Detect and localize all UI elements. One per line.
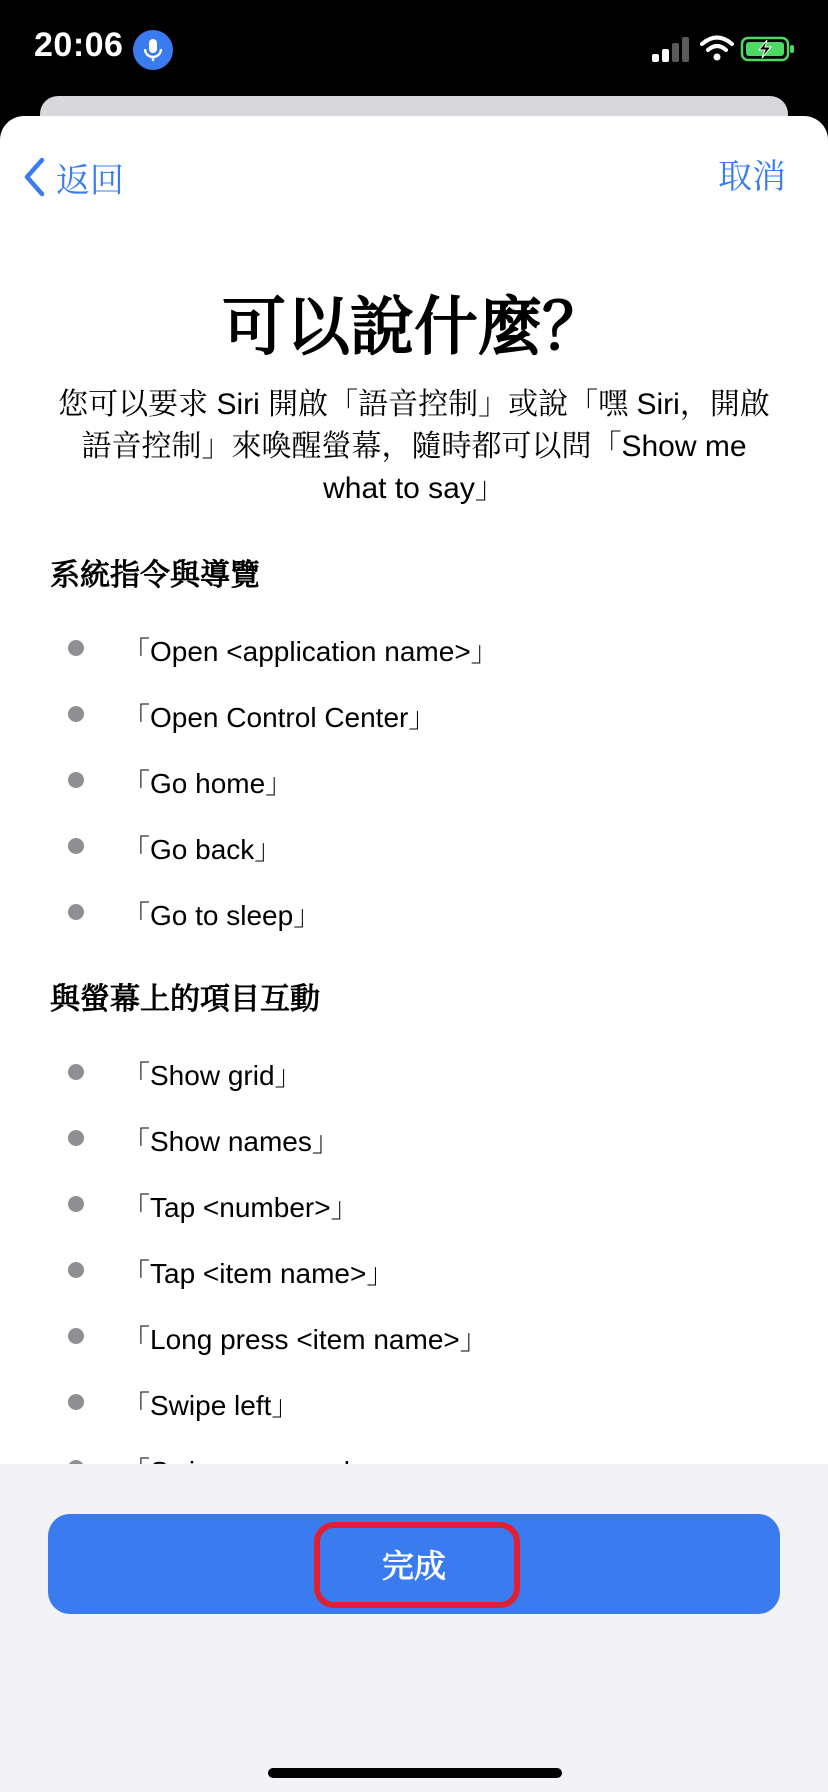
status-time: 20:06: [34, 26, 124, 64]
battery-charging-icon: [740, 34, 796, 64]
bullet-icon: [68, 1262, 84, 1278]
bullet-icon: [68, 838, 84, 854]
command-text: 「Swipe left」: [122, 1390, 300, 1421]
voice-control-sheet: [0, 116, 828, 1792]
list-item: [0, 1040, 828, 1106]
page-title: 可以說什麼？: [222, 291, 606, 363]
section-heading-system-commands: 系統指令與導覽: [50, 559, 260, 592]
wifi-icon: [700, 34, 734, 62]
bullet-icon: [68, 640, 84, 656]
status-bar: [0, 0, 828, 96]
list-item: [0, 1172, 828, 1238]
command-text: 「Show names」: [122, 1126, 340, 1157]
cancel-button[interactable]: 取消: [718, 158, 786, 196]
chevron-left-icon: [22, 157, 46, 197]
section-heading-screen-interaction: 與螢幕上的項目互動: [50, 983, 320, 1016]
done-button[interactable]: 完成: [48, 1514, 780, 1614]
list-item: [0, 880, 828, 946]
bottom-action-bar: [0, 1464, 828, 1792]
command-text: 「Open <application name>」: [122, 636, 499, 667]
command-text: 「Open Control Center」: [122, 702, 437, 733]
command-text: 「Show grid」: [122, 1060, 303, 1091]
back-label: 返回: [56, 161, 124, 200]
bullet-icon: [68, 1196, 84, 1212]
command-text: 「Tap <item name>」: [122, 1258, 395, 1289]
list-item: [0, 814, 828, 880]
list-item: [0, 748, 828, 814]
system-commands-list: [0, 616, 828, 946]
microphone-icon: [133, 30, 173, 70]
bullet-icon: [68, 1064, 84, 1080]
screen-interaction-list: [0, 1040, 828, 1502]
bullet-icon: [68, 1394, 84, 1410]
list-item: [0, 616, 828, 682]
home-indicator[interactable]: [268, 1768, 562, 1778]
command-text: 「Long press <item name>」: [122, 1324, 488, 1355]
bullet-icon: [68, 1130, 84, 1146]
list-item: [0, 1106, 828, 1172]
intro-text: 您可以要求 Siri 開啟「語音控制」或說「嘿 Siri，開啟語音控制」來喚醒螢幕，隨時都可以問「Show me what to say」: [58, 388, 770, 505]
command-text: 「Go to sleep」: [122, 900, 322, 931]
command-text: 「Go back」: [122, 834, 283, 865]
cellular-signal-icon: [652, 36, 690, 62]
bullet-icon: [68, 706, 84, 722]
list-item: [0, 1238, 828, 1304]
command-text: 「Tap <number>」: [122, 1192, 359, 1223]
list-item: [0, 1304, 828, 1370]
bullet-icon: [68, 772, 84, 788]
back-button[interactable]: [22, 152, 124, 202]
list-item: [0, 682, 828, 748]
command-text: 「Go home」: [122, 768, 294, 799]
bullet-icon: [68, 1328, 84, 1344]
bullet-icon: [68, 904, 84, 920]
list-item: [0, 1370, 828, 1436]
